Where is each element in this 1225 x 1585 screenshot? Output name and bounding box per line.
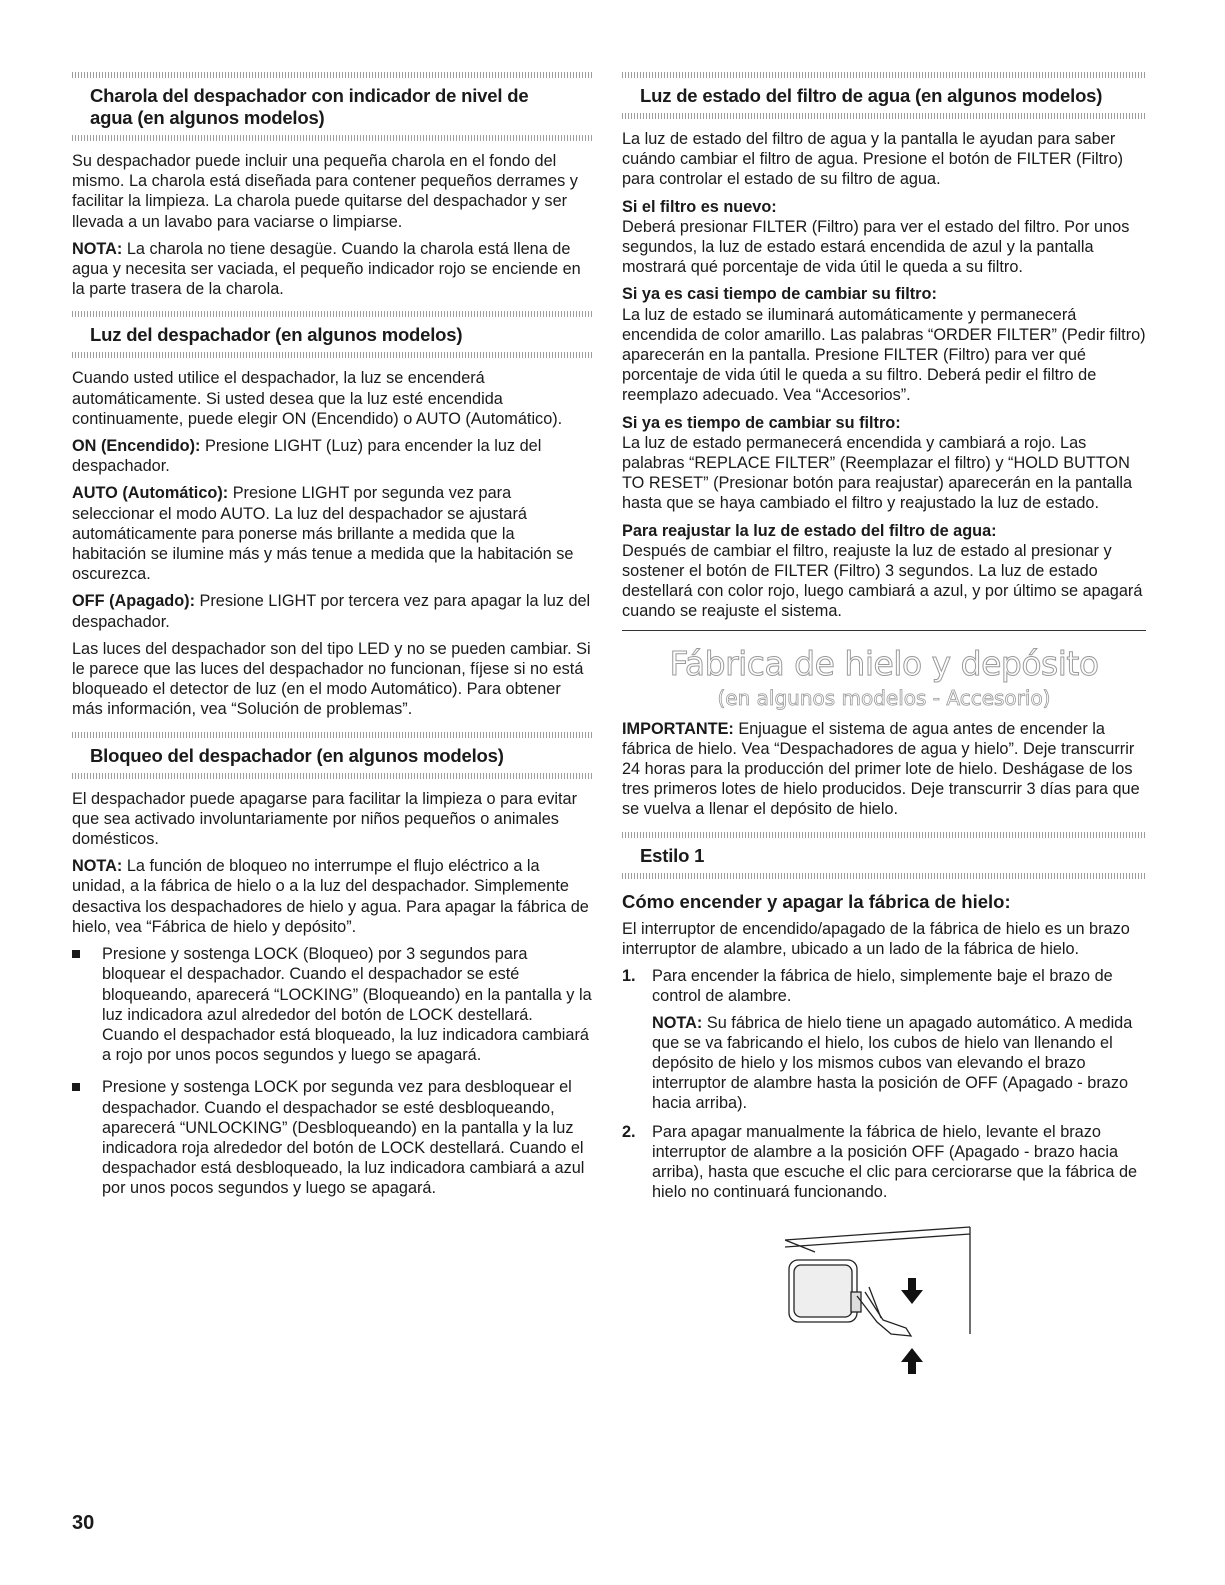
chapter-title: Fábrica de hielo y depósito: [669, 643, 1099, 683]
important-text: Enjuague el sistema de agua antes de encender la fábrica de hielo. Vea “Despachadores de agua y hielo”. Deje transcurrir 24 horas para la producción del primer lote de hielo. Deshágase de los tres primeros lotes de hielo producidos. Deje transcurrir 3 días para que se vuelva a llenar el depósito de hielo.: [622, 719, 1140, 819]
page-number: 30: [72, 1512, 95, 1534]
note-text: La función de bloqueo no interrumpe el flujo eléctrico a la unidad, a la fábrica de hielo o a la luz del despachador. Simplemente desactiva los despachadores de hielo y agua. Para apagar la fábrica de hielo, vea “Fábrica de hielo y depósito”.: [72, 857, 589, 936]
right-column: [622, 72, 1146, 1210]
paragraph: Después de cambiar el filtro, reajuste la luz de estado al presionar y sostener el botón de FILTER (Filtro) 3 segundos. La luz de estado destellará con color rojo, luego cambiará a azul, y por último se apagará cuando se reajuste el sistema.: [622, 541, 1143, 621]
auto-label: AUTO (Automático):: [72, 484, 229, 503]
on-label: ON (Encendido):: [72, 437, 201, 456]
section-title: Luz del despachador (en algunos modelos): [90, 324, 463, 346]
horizontal-rule: [622, 630, 1146, 631]
chapter-subtitle: (en algunos modelos - Accesorio): [717, 685, 1051, 710]
note-paragraph: [72, 856, 592, 937]
off-text: Presione LIGHT por tercera vez para apagar la luz del despachador.: [72, 592, 591, 631]
bullet-square-icon: [72, 1083, 80, 1091]
list-item: [622, 1122, 1146, 1203]
important-label: IMPORTANTE:: [622, 719, 734, 738]
paragraph: Su despachador puede incluir una pequeña charola en el fondo del mismo. La charola está diseñada para contener pequeños derrames y facilitar la limpieza. La charola puede quitarse del despachador y ser llevada a un lavabo para vaciarse o limpiarse.: [72, 152, 578, 231]
list-item: [622, 966, 1146, 1113]
section-header-dispenser-tray: [72, 72, 592, 141]
on-paragraph: [72, 436, 592, 476]
subsection-title: Cómo encender y apagar la fábrica de hielo:: [622, 890, 1011, 912]
note-text: La charola no tiene desagüe. Cuando la charola está llena de agua y necesita ser vaciada, el pequeño indicador rojo se enciende en la parte trasera de la charola.: [72, 239, 581, 299]
paragraph: El despachador puede apagarse para facilitar la limpieza o para evitar que sea activado involuntariamente por niños pequeños o animales domésticos.: [72, 789, 578, 849]
note-text: Su fábrica de hielo tiene un apagado automático. A medida que se va fabricando el hielo, los cubos de hielo van llenando el depósito de hielo y los mismos cubos van elevando el brazo interruptor de alambre hasta la posición de OFF (Apagado - brazo hacia arriba).: [652, 1013, 1133, 1113]
off-label: OFF (Apagado):: [72, 592, 195, 611]
divider: [72, 135, 592, 141]
divider: [622, 873, 1146, 879]
section-header-dispenser-lock: [72, 732, 592, 779]
section-title: Estilo 1: [640, 844, 705, 866]
subheading: Si ya es tiempo de cambiar su filtro:: [622, 413, 901, 432]
bullet-square-icon: [72, 950, 80, 958]
paragraph: La luz de estado permanecerá encendida y cambiará a rojo. Las palabras “REPLACE FILTER” (Reemplazar el filtro) y “HOLD BUTTON TO RESET” (Presionar botón para reajustar) aparecerán en la pantalla hasta que se haya cambiado el filtro y reajustado la luz de estado.: [622, 433, 1133, 513]
step-number: 1.: [622, 967, 636, 986]
divider: [72, 773, 592, 779]
note-label: NOTA:: [652, 1013, 703, 1032]
paragraph: La luz de estado del filtro de agua y la pantalla le ayudan para saber cuándo cambiar el filtro de agua. Presione el botón de FILTER (Filtro) para controlar el estado de su filtro de agua.: [622, 130, 1124, 189]
section-header-style-1: [622, 832, 1146, 879]
section-header-filter-status: [622, 72, 1146, 119]
divider: [72, 72, 592, 78]
paragraph: Las luces del despachador son del tipo LED y no se pueden cambiar. Si le parece que las luces del despachador no funcionan, fíjese si no está bloqueado el detector de luz (en el modo Automático). Para obtener más información, vea “Solución de problemas”.: [72, 639, 591, 719]
subheading: Para reajustar la luz de estado del filtro de agua:: [622, 521, 997, 540]
note-label: NOTA:: [72, 239, 123, 258]
left-column: [72, 72, 592, 1211]
section-header-dispenser-light: [72, 311, 592, 358]
bullet-list: [72, 944, 592, 1198]
ice-maker-illustration: [785, 1222, 975, 1382]
list-item: Presione y sostenga LOCK (Bloqueo) por 3 segundos para bloquear el despachador. Cuando el despachador se esté bloqueando, aparecerá “LOCKING” (Bloqueando) en la pantalla y la luz indicadora azul alrededor del botón de LOCK destellará. Cuando el despachador está bloqueado, la luz indicadora cambiará a rojo por unos pocos segundos y luego se apagará.: [72, 944, 592, 1065]
step-text: Para apagar manualmente la fábrica de hielo, levante el brazo interruptor de alambre a la posición OFF (Apagado - brazo hacia arriba), hasta que escuche el clic para cerciorarse que la fábrica de hielo no continuará funcionando.: [652, 1122, 1138, 1202]
section-title: Luz de estado del filtro de agua (en algunos modelos): [640, 85, 1103, 106]
subheading: Si el filtro es nuevo:: [622, 197, 777, 216]
numbered-list: [622, 966, 1146, 1202]
paragraph: La luz de estado se iluminará automáticamente y permanecerá encendida de color amarillo. Las palabras “ORDER FILTER” (Pedir filtro) aparecerán en la pantalla. Presione FILTER (Filtro) para ver qué porcentaje de vida útil le queda a su filtro. Deberá pedir el filtro de reemplazo adecuado. Vea “Accesorios”.: [622, 305, 1146, 405]
step-text: Para encender la fábrica de hielo, simplemente baje el brazo de control de alambre.: [652, 967, 1113, 1006]
step-number: 2.: [622, 1122, 636, 1141]
divider: [72, 352, 592, 358]
off-paragraph: [72, 591, 592, 631]
list-item: Presione y sostenga LOCK por segunda vez para desbloquear el despachador. Cuando el despachador se esté desbloqueando, aparecerá “UNLOCKING” (Desbloqueando) en la pantalla y la luz indicadora roja alrededor del botón de LOCK destellará. Cuando el despachador está desbloqueado, la luz indicadora cambiará a azul por unos pocos segundos y luego se apagará.: [72, 1077, 592, 1198]
paragraph: Cuando usted utilice el despachador, la luz se encenderá automáticamente. Si usted desea que la luz esté encendida continuamente, puede elegir ON (Encendido) o AUTO (Automático).: [72, 369, 563, 428]
paragraph: Deberá presionar FILTER (Filtro) para ver el estado del filtro. Por unos segundos, la luz de estado estará encendida de azul y la pantalla mostrará qué porcentaje de vida útil le queda a su filtro.: [622, 217, 1130, 277]
divider: [622, 113, 1146, 119]
note-label: NOTA:: [72, 857, 123, 876]
divider: [622, 72, 1146, 78]
on-text: Presione LIGHT (Luz) para encender la luz del despachador.: [72, 437, 542, 476]
section-title: Charola del despachador con indicador de nivel de agua (en algunos modelos): [90, 85, 529, 128]
important-paragraph: [622, 719, 1146, 820]
section-title: Bloqueo del despachador (en algunos modelos): [90, 744, 504, 766]
divider: [622, 832, 1146, 838]
step-note: [652, 1013, 1146, 1114]
ice-maker-wire-arm-icon: [785, 1222, 975, 1382]
note-paragraph: [72, 239, 592, 300]
auto-text: Presione LIGHT por segunda vez para seleccionar el modo AUTO. La luz del despachador se ajustará automáticamente para ponerse más brillante a medida que la habitación se ilumine más y más tenue a medida que la habitación se oscurezca.: [72, 484, 574, 584]
paragraph: El interruptor de encendido/apagado de la fábrica de hielo es un brazo interruptor de alambre, ubicado a un lado de la fábrica de hielo.: [622, 919, 1130, 958]
divider: [72, 732, 592, 738]
divider: [72, 311, 592, 317]
auto-paragraph: [72, 483, 592, 584]
subheading: Si ya es casi tiempo de cambiar su filtro:: [622, 285, 937, 304]
